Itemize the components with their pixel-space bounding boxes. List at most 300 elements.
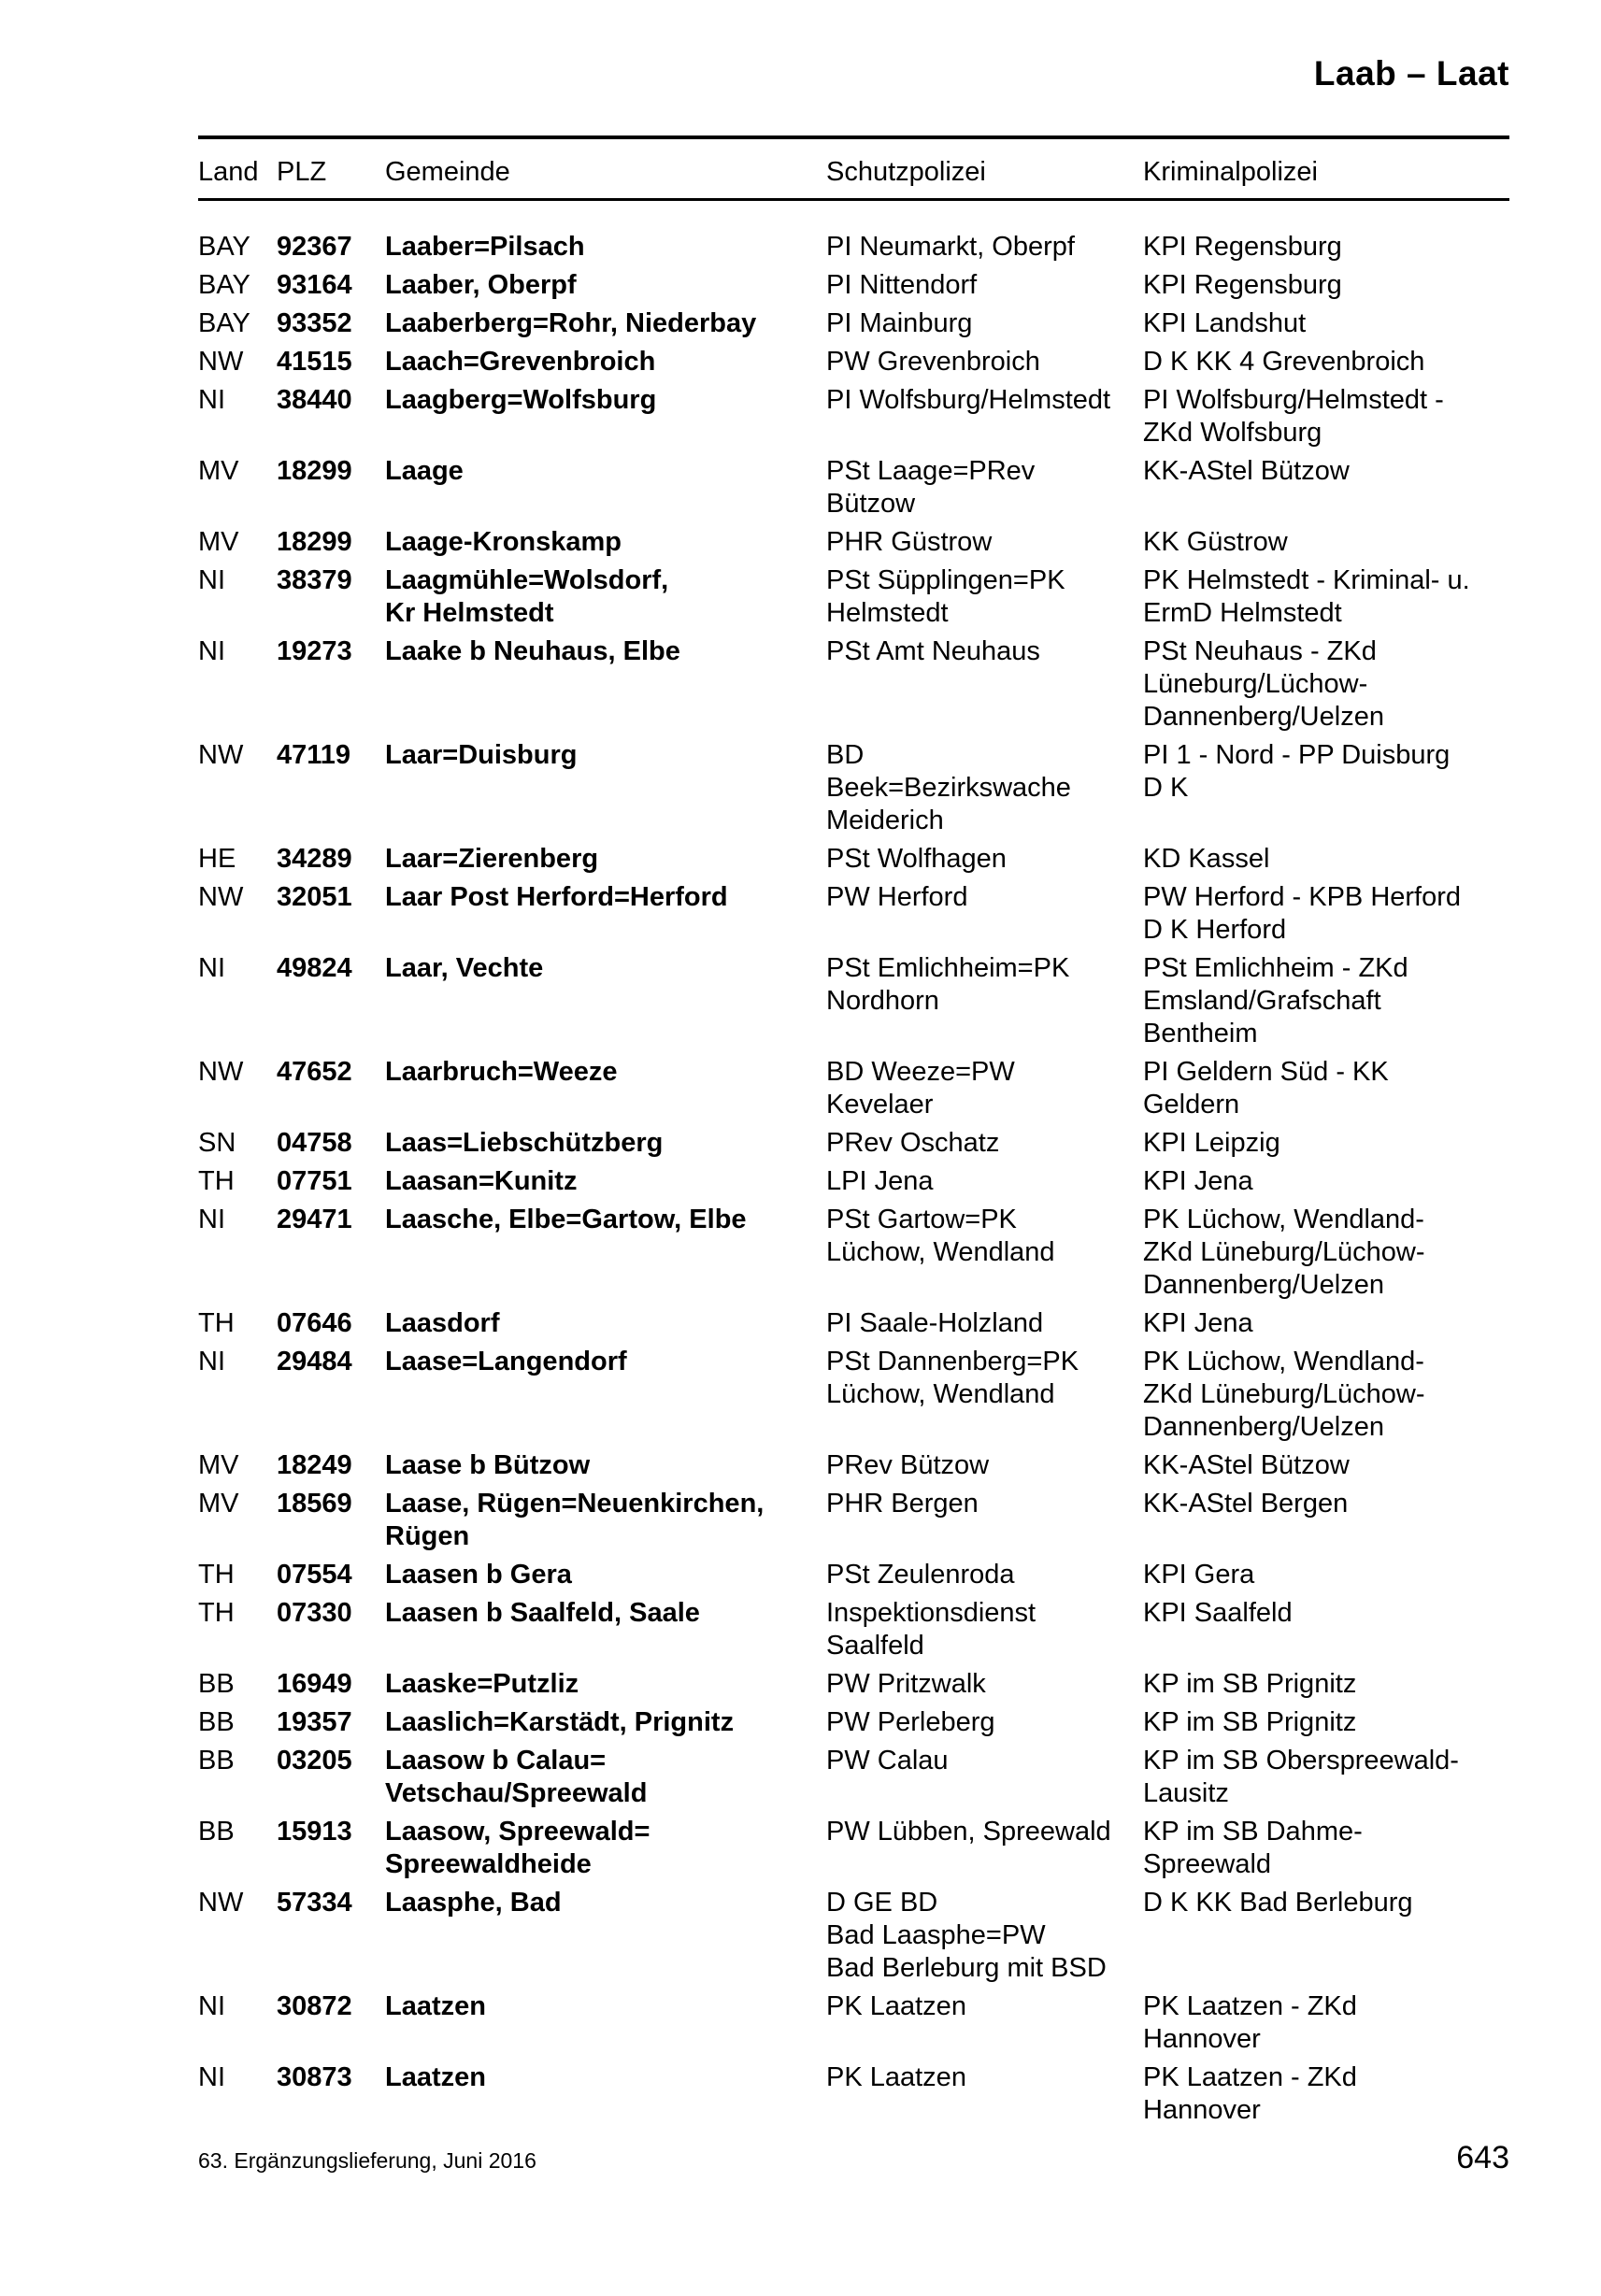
cell-plz <box>277 1887 385 1919</box>
cell-land <box>198 526 277 559</box>
cell-line: Laaslich=Karstädt, Prignitz <box>385 1707 735 1737</box>
cell-line: PK Lüchow, Wendland- <box>1143 1347 1424 1376</box>
cell-line: PK Laatzen <box>826 2062 966 2092</box>
footer-page-number: 643 <box>1456 2140 1509 2175</box>
cell-line: PK Laatzen <box>826 1991 966 2021</box>
header-cell-kriminalpolizei: Kriminalpolizei <box>1143 157 1318 187</box>
cell-kriminalpolizei <box>1143 269 1506 302</box>
cell-kriminalpolizei <box>1143 1706 1506 1739</box>
cell-line: BAY <box>198 270 250 300</box>
table-row <box>198 1990 1509 2056</box>
cell-plz <box>277 1668 385 1701</box>
cell-gemeinde <box>385 269 826 302</box>
cell-line: Laagmühle=Wolsdorf, <box>385 565 669 595</box>
cell-gemeinde <box>385 952 826 985</box>
cell-line: PI Nittendorf <box>826 270 978 300</box>
cell-line: Lüchow, Wendland <box>826 1237 1055 1267</box>
cell-plz <box>277 307 385 340</box>
cell-schutzpolizei <box>826 843 1143 876</box>
cell-line: PSt Emlichheim=PK <box>826 953 1070 983</box>
cell-line: Kevelaer <box>826 1090 934 1119</box>
table-row <box>198 1204 1509 1302</box>
cell-line: KPI Regensburg <box>1143 270 1342 300</box>
cell-line: NW <box>198 1057 244 1087</box>
cell-line: Inspektionsdienst <box>826 1598 1036 1628</box>
cell-line: HE <box>198 844 236 874</box>
cell-line: 30873 <box>277 2062 352 2092</box>
cell-line: NI <box>198 953 225 983</box>
cell-schutzpolizei <box>826 1127 1143 1160</box>
table-row <box>198 635 1509 734</box>
cell-line: PW Calau <box>826 1746 949 1775</box>
cell-line: KPI Saalfeld <box>1143 1598 1293 1628</box>
cell-line: Bentheim <box>1143 1019 1258 1048</box>
cell-line: Rügen <box>385 1521 470 1551</box>
cell-kriminalpolizei <box>1143 1165 1506 1198</box>
cell-plz <box>277 1165 385 1198</box>
cell-line: D K Herford <box>1143 915 1287 945</box>
cell-line: Laasow b Calau= <box>385 1746 607 1775</box>
cell-schutzpolizei <box>826 526 1143 559</box>
cell-line: KPI Regensburg <box>1143 232 1342 262</box>
cell-kriminalpolizei <box>1143 1745 1506 1810</box>
cell-line: BAY <box>198 308 250 338</box>
cell-line: Helmstedt <box>826 598 949 628</box>
cell-line: 41515 <box>277 347 352 377</box>
cell-schutzpolizei <box>826 1488 1143 1520</box>
cell-line: PSt Amt Neuhaus <box>826 636 1040 666</box>
cell-kriminalpolizei <box>1143 1307 1506 1340</box>
cell-line: NI <box>198 2062 225 2092</box>
cell-land <box>198 881 277 914</box>
table-row <box>198 843 1509 876</box>
cell-line: BB <box>198 1707 235 1737</box>
cell-line: PK Laatzen - ZKd <box>1143 1991 1357 2021</box>
cell-land <box>198 1706 277 1739</box>
cell-line: ZKd Lüneburg/Lüchow- <box>1143 1237 1425 1267</box>
cell-plz <box>277 346 385 378</box>
cell-plz <box>277 1559 385 1591</box>
table-row <box>198 739 1509 837</box>
cell-line: Lüchow, Wendland <box>826 1379 1055 1409</box>
cell-line: 47119 <box>277 740 351 770</box>
cell-line: KP im SB Prignitz <box>1143 1669 1357 1699</box>
cell-line: 47652 <box>277 1057 352 1087</box>
cell-gemeinde <box>385 1706 826 1739</box>
table-row <box>198 1668 1509 1701</box>
cell-land <box>198 1887 277 1919</box>
table-row <box>198 269 1509 302</box>
cell-line: 38379 <box>277 565 352 595</box>
cell-kriminalpolizei <box>1143 881 1506 947</box>
cell-land <box>198 1559 277 1591</box>
cell-line: 07554 <box>277 1560 352 1590</box>
cell-gemeinde <box>385 1668 826 1701</box>
cell-line: NI <box>198 385 225 415</box>
cell-plz <box>277 1346 385 1378</box>
cell-line: PSt Emlichheim - ZKd <box>1143 953 1408 983</box>
cell-kriminalpolizei <box>1143 1816 1506 1881</box>
cell-line: MV <box>198 527 239 557</box>
cell-schutzpolizei <box>826 1056 1143 1121</box>
cell-kriminalpolizei <box>1143 1056 1506 1121</box>
cell-line: NI <box>198 1205 225 1234</box>
cell-kriminalpolizei <box>1143 1887 1506 1919</box>
cell-gemeinde <box>385 1488 826 1553</box>
cell-land <box>198 739 277 772</box>
cell-line: TH <box>198 1598 235 1628</box>
cell-line: 30872 <box>277 1991 352 2021</box>
cell-line: KPI Gera <box>1143 1560 1255 1590</box>
cell-schutzpolizei <box>826 564 1143 630</box>
cell-line: Geldern <box>1143 1090 1240 1119</box>
cell-line: KD Kassel <box>1143 844 1270 874</box>
cell-kriminalpolizei <box>1143 1597 1506 1630</box>
cell-line: PSt Süpplingen=PK <box>826 565 1065 595</box>
cell-line: 18249 <box>277 1450 352 1480</box>
cell-plz <box>277 843 385 876</box>
cell-line: PRev Oschatz <box>826 1128 1000 1158</box>
header-rule-top <box>198 135 1509 139</box>
cell-land <box>198 231 277 264</box>
cell-line: PW Pritzwalk <box>826 1669 986 1699</box>
cell-kriminalpolizei <box>1143 231 1506 264</box>
cell-schutzpolizei <box>826 1816 1143 1848</box>
cell-line: Laar=Zierenberg <box>385 844 599 874</box>
cell-line: TH <box>198 1166 235 1196</box>
cell-line: Bad Berleburg mit BSD <box>826 1953 1107 1983</box>
cell-kriminalpolizei <box>1143 1990 1506 2056</box>
cell-gemeinde <box>385 881 826 914</box>
cell-line: 19273 <box>277 636 352 666</box>
cell-gemeinde <box>385 1204 826 1236</box>
cell-plz <box>277 269 385 302</box>
table-row <box>198 1706 1509 1739</box>
cell-land <box>198 307 277 340</box>
cell-line: BB <box>198 1669 235 1699</box>
cell-line: PSt Gartow=PK <box>826 1205 1017 1234</box>
cell-plz <box>277 952 385 985</box>
cell-line: PI Wolfsburg/Helmstedt <box>826 385 1111 415</box>
cell-line: Laatzen <box>385 2062 486 2092</box>
cell-line: Lausitz <box>1143 1778 1229 1808</box>
cell-line: PSt Neuhaus - ZKd <box>1143 636 1377 666</box>
table-row <box>198 1488 1509 1553</box>
cell-line: NI <box>198 565 225 595</box>
cell-line: PSt Laage=PRev <box>826 456 1036 486</box>
cell-plz <box>277 1706 385 1739</box>
cell-line: KP im SB Prignitz <box>1143 1707 1357 1737</box>
cell-line: 18569 <box>277 1489 352 1519</box>
cell-line: PW Herford <box>826 882 968 912</box>
table-row <box>198 526 1509 559</box>
cell-kriminalpolizei <box>1143 1668 1506 1701</box>
cell-line: 49824 <box>277 953 352 983</box>
cell-line: ZKd Wolfsburg <box>1143 418 1322 448</box>
cell-kriminalpolizei <box>1143 1559 1506 1591</box>
cell-line: KK Güstrow <box>1143 527 1288 557</box>
cell-line: 34289 <box>277 844 352 874</box>
cell-line: BB <box>198 1746 235 1775</box>
cell-line: LPI Jena <box>826 1166 934 1196</box>
cell-line: NW <box>198 882 244 912</box>
cell-gemeinde <box>385 231 826 264</box>
cell-kriminalpolizei <box>1143 346 1506 378</box>
cell-line: KPI Jena <box>1143 1166 1253 1196</box>
cell-line: Laasan=Kunitz <box>385 1166 578 1196</box>
header-rule-bottom <box>198 198 1509 201</box>
cell-plz <box>277 2061 385 2094</box>
cell-line: 32051 <box>277 882 352 912</box>
cell-line: Laasen b Gera <box>385 1560 572 1590</box>
cell-line: Dannenberg/Uelzen <box>1143 702 1384 732</box>
cell-gemeinde <box>385 1127 826 1160</box>
cell-line: PW Lübben, Spreewald <box>826 1817 1111 1847</box>
cell-plz <box>277 635 385 668</box>
cell-land <box>198 843 277 876</box>
cell-kriminalpolizei <box>1143 384 1506 449</box>
header-cell-land: Land <box>198 157 259 187</box>
cell-line: 38440 <box>277 385 352 415</box>
cell-land <box>198 2061 277 2094</box>
table-row <box>198 307 1509 340</box>
table-row <box>198 1816 1509 1881</box>
cell-line: Dannenberg/Uelzen <box>1143 1270 1384 1300</box>
cell-line: Laar, Vechte <box>385 953 544 983</box>
cell-plz <box>277 881 385 914</box>
table-header <box>198 157 1509 188</box>
table-row <box>198 1559 1509 1591</box>
cell-line: PK Lüchow, Wendland- <box>1143 1205 1424 1234</box>
cell-line: Laasen b Saalfeld, Saale <box>385 1598 700 1628</box>
cell-plz <box>277 1597 385 1630</box>
cell-land <box>198 1816 277 1848</box>
table-row <box>198 1307 1509 1340</box>
cell-line: PK Helmstedt - Kriminal- u. <box>1143 565 1470 595</box>
cell-land <box>198 1990 277 2023</box>
header-cell-schutzpolizei: Schutzpolizei <box>826 157 986 187</box>
cell-line: ErmD Helmstedt <box>1143 598 1342 628</box>
table-row <box>198 2061 1509 2127</box>
cell-line: PSt Wolfhagen <box>826 844 1007 874</box>
cell-line: Hannover <box>1143 2024 1261 2054</box>
cell-gemeinde <box>385 1056 826 1089</box>
cell-line: SN <box>198 1128 236 1158</box>
cell-line: Laas=Liebschützberg <box>385 1128 664 1158</box>
cell-gemeinde <box>385 526 826 559</box>
cell-kriminalpolizei <box>1143 455 1506 488</box>
cell-schutzpolizei <box>826 635 1143 668</box>
cell-land <box>198 1127 277 1160</box>
cell-line: 07646 <box>277 1308 352 1338</box>
cell-line: Spreewaldheide <box>385 1849 592 1879</box>
cell-gemeinde <box>385 1165 826 1198</box>
cell-line: MV <box>198 1489 239 1519</box>
cell-line: Laagberg=Wolfsburg <box>385 385 657 415</box>
cell-plz <box>277 1056 385 1089</box>
cell-land <box>198 1056 277 1089</box>
cell-line: NI <box>198 1347 225 1376</box>
cell-line: PI Geldern Süd - KK <box>1143 1057 1389 1087</box>
cell-line: PW Herford - KPB Herford <box>1143 882 1462 912</box>
cell-kriminalpolizei <box>1143 739 1506 805</box>
cell-line: Laase=Langendorf <box>385 1347 627 1376</box>
cell-line: PI 1 - Nord - PP Duisburg <box>1143 740 1451 770</box>
table-row <box>198 1449 1509 1482</box>
table-row <box>198 455 1509 521</box>
table-row <box>198 564 1509 630</box>
cell-schutzpolizei <box>826 1990 1143 2023</box>
header-cell-gemeinde: Gemeinde <box>385 157 510 187</box>
cell-gemeinde <box>385 1559 826 1591</box>
cell-schutzpolizei <box>826 384 1143 417</box>
cell-line: Laach=Grevenbroich <box>385 347 656 377</box>
cell-kriminalpolizei <box>1143 1449 1506 1482</box>
cell-line: 07751 <box>277 1166 352 1196</box>
cell-line: PW Grevenbroich <box>826 347 1040 377</box>
cell-land <box>198 346 277 378</box>
cell-line: ZKd Lüneburg/Lüchow- <box>1143 1379 1425 1409</box>
table-row <box>198 1056 1509 1121</box>
cell-line: PI Neumarkt, Oberpf <box>826 232 1075 262</box>
cell-kriminalpolizei <box>1143 1204 1506 1302</box>
cell-land <box>198 1204 277 1236</box>
cell-schutzpolizei <box>826 1204 1143 1269</box>
cell-land <box>198 564 277 597</box>
cell-land <box>198 455 277 488</box>
cell-line: 18299 <box>277 456 352 486</box>
cell-schutzpolizei <box>826 1346 1143 1411</box>
cell-line: NI <box>198 636 225 666</box>
cell-line: KPI Landshut <box>1143 308 1307 338</box>
cell-schutzpolizei <box>826 881 1143 914</box>
cell-kriminalpolizei <box>1143 1127 1506 1160</box>
cell-line: Laase, Rügen=Neuenkirchen, <box>385 1489 765 1519</box>
cell-plz <box>277 1204 385 1236</box>
cell-schutzpolizei <box>826 1668 1143 1701</box>
cell-kriminalpolizei <box>1143 635 1506 734</box>
cell-gemeinde <box>385 346 826 378</box>
cell-schutzpolizei <box>826 739 1143 837</box>
cell-line: 92367 <box>277 232 352 262</box>
cell-line: KPI Jena <box>1143 1308 1253 1338</box>
cell-line: Beek=Bezirkswache <box>826 773 1071 803</box>
cell-line: Bützow <box>826 489 916 519</box>
cell-schutzpolizei <box>826 1307 1143 1340</box>
cell-line: MV <box>198 1450 239 1480</box>
cell-gemeinde <box>385 2061 826 2094</box>
cell-land <box>198 1597 277 1630</box>
cell-line: Laasche, Elbe=Gartow, Elbe <box>385 1205 747 1234</box>
cell-schutzpolizei <box>826 346 1143 378</box>
cell-plz <box>277 1307 385 1340</box>
cell-plz <box>277 455 385 488</box>
cell-line: PSt Dannenberg=PK <box>826 1347 1079 1376</box>
cell-line: Nordhorn <box>826 986 939 1016</box>
table-row <box>198 1127 1509 1160</box>
cell-line: D K <box>1143 773 1189 803</box>
cell-plz <box>277 231 385 264</box>
cell-line: NW <box>198 740 244 770</box>
cell-line: 18299 <box>277 527 352 557</box>
cell-line: Laaberberg=Rohr, Niederbay <box>385 308 757 338</box>
cell-gemeinde <box>385 1816 826 1881</box>
cell-line: PW Perleberg <box>826 1707 995 1737</box>
cell-plz <box>277 1449 385 1482</box>
table-row <box>198 1165 1509 1198</box>
cell-kriminalpolizei <box>1143 307 1506 340</box>
cell-kriminalpolizei <box>1143 2061 1506 2127</box>
cell-plz <box>277 526 385 559</box>
page-footer <box>198 2140 1509 2176</box>
cell-line: PHR Güstrow <box>826 527 993 557</box>
table-row <box>198 346 1509 378</box>
cell-line: D K KK 4 Grevenbroich <box>1143 347 1425 377</box>
cell-plz <box>277 384 385 417</box>
cell-kriminalpolizei <box>1143 843 1506 876</box>
cell-line: 07330 <box>277 1598 352 1628</box>
cell-line: Vetschau/Spreewald <box>385 1778 648 1808</box>
cell-line: Spreewald <box>1143 1849 1272 1879</box>
cell-schutzpolizei <box>826 952 1143 1018</box>
table-row <box>198 881 1509 947</box>
cell-kriminalpolizei <box>1143 526 1506 559</box>
cell-gemeinde <box>385 1990 826 2023</box>
table-row <box>198 1745 1509 1810</box>
cell-line: Laase b Bützow <box>385 1450 591 1480</box>
cell-line: NW <box>198 347 244 377</box>
cell-line: Dannenberg/Uelzen <box>1143 1412 1384 1442</box>
cell-gemeinde <box>385 1597 826 1630</box>
cell-line: Laaske=Putzliz <box>385 1669 579 1699</box>
table-body <box>198 231 1509 2132</box>
cell-schutzpolizei <box>826 455 1143 521</box>
cell-kriminalpolizei <box>1143 952 1506 1050</box>
cell-land <box>198 1745 277 1777</box>
cell-gemeinde <box>385 564 826 630</box>
cell-land <box>198 384 277 417</box>
cell-line: Laasphe, Bad <box>385 1888 562 1918</box>
cell-line: BD Weeze=PW <box>826 1057 1015 1087</box>
cell-line: Lüneburg/Lüchow- <box>1143 669 1368 699</box>
cell-schutzpolizei <box>826 2061 1143 2094</box>
cell-land <box>198 1488 277 1520</box>
cell-line: PI Wolfsburg/Helmstedt - <box>1143 385 1444 415</box>
cell-line: Emsland/Grafschaft <box>1143 986 1381 1016</box>
cell-line: D K KK Bad Berleburg <box>1143 1888 1413 1918</box>
cell-kriminalpolizei <box>1143 564 1506 630</box>
cell-schutzpolizei <box>826 1887 1143 1985</box>
cell-line: 57334 <box>277 1888 352 1918</box>
cell-line: PSt Zeulenroda <box>826 1560 1015 1590</box>
cell-land <box>198 635 277 668</box>
cell-gemeinde <box>385 843 826 876</box>
cell-line: 03205 <box>277 1746 352 1775</box>
cell-land <box>198 1449 277 1482</box>
cell-line: Kr Helmstedt <box>385 598 554 628</box>
table-row <box>198 1887 1509 1985</box>
cell-schutzpolizei <box>826 1165 1143 1198</box>
cell-line: 93164 <box>277 270 352 300</box>
cell-kriminalpolizei <box>1143 1346 1506 1444</box>
cell-line: 19357 <box>277 1707 352 1737</box>
cell-line: Laasdorf <box>385 1308 500 1338</box>
cell-schutzpolizei <box>826 1597 1143 1662</box>
cell-plz <box>277 1488 385 1520</box>
cell-line: Laatzen <box>385 1991 486 2021</box>
cell-line: Laage-Kronskamp <box>385 527 622 557</box>
cell-line: Laar=Duisburg <box>385 740 578 770</box>
